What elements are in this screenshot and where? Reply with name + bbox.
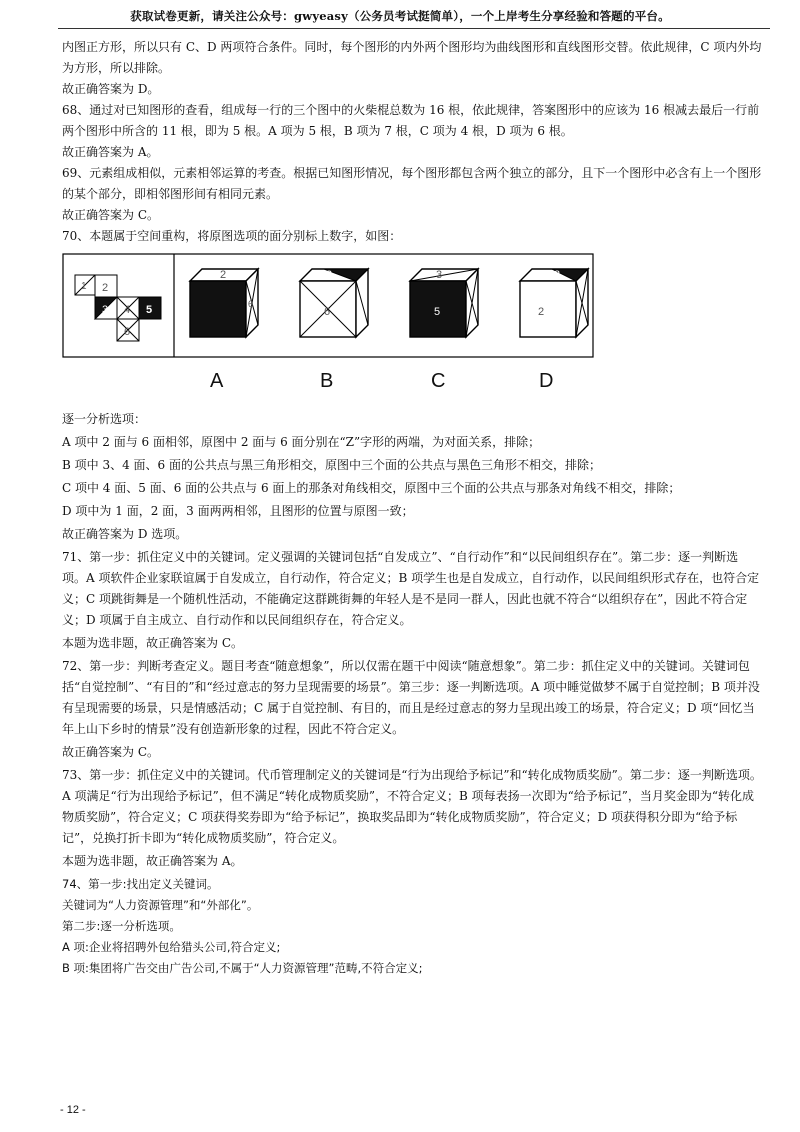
paragraph: B 项中 3、4 面、6 面的公共点与黑三角形相交，原图中三个面的公共点与黑色三角形不相交，排除； bbox=[62, 458, 601, 472]
paragraph: 70、本题属于空间重构，将原图选项的面分别标上数字，如图： bbox=[62, 229, 402, 243]
cube-figure-svg bbox=[62, 253, 622, 405]
cube-b-top: 3 bbox=[326, 269, 333, 281]
paragraph: 69、元素组成相似，元素相邻运算的考查。根据已知图形情况，每个图形都包含两个独立的部分，且下一个图形中必含有上一个图形的某个部分，即相邻图形间有相同元素。 bbox=[62, 166, 762, 201]
net-number-2: 2 bbox=[102, 282, 109, 294]
net-number-1: 1 bbox=[81, 281, 87, 292]
page-header: 获取试卷更新，请关注公众号：gwyeasy（公务员考试挺简单），一个上岸考生分享经验和答题的平台。 bbox=[130, 9, 670, 23]
paragraph: 本题为选非题，故正确答案为 C。 bbox=[62, 636, 243, 650]
paragraph: A 项中 2 面与 6 面相邻，原图中 2 面与 6 面分别在“Z”字形的两端，为对面关系，排除； bbox=[62, 435, 541, 449]
page-content bbox=[62, 37, 762, 979]
paragraph: 故正确答案为 D 选项。 bbox=[62, 527, 188, 541]
cube-a-top: 2 bbox=[220, 269, 227, 281]
paragraph: 73、第一步：抓住定义中的关键词。代币管理制定义的关键词是“行为出现给予标记”和“转化成物质奖励”。第二步：逐一判断选项。A 项满足“行为出现给予标记”，但不满足“转化成物质奖励”，不符合定义；B 项每表扬一次即为“给予标记”，当月奖金即为“转化成物质奖励”，符合定义；C 项获得奖券即为“给予标记”，换取奖品即为“转化成物质奖励”，符合定义；D 项获得积分即为“给予标记”，兑换打折卡即为“转化成物质奖励”，符合定义。 bbox=[62, 768, 762, 845]
net-number-3: 3 bbox=[102, 304, 109, 316]
paragraph: 故正确答案为 C。 bbox=[62, 745, 159, 759]
option-label-d: D bbox=[539, 370, 554, 392]
paragraph: 故正确答案为 D。 bbox=[62, 82, 160, 96]
paragraph: 本题为选非题，故正确答案为 A。 bbox=[62, 854, 243, 868]
cube-b bbox=[300, 269, 368, 337]
page-number: - 12 - bbox=[60, 1104, 86, 1116]
paragraph: 关键词为“人力资源管理”和“外部化”。 bbox=[62, 898, 259, 912]
net-number-6: 6 bbox=[124, 326, 131, 338]
paragraph: 71、第一步：抓住定义中的关键词。定义强调的关键词包括“自发成立”、“自行动作”和“以民间组织存在”。第二步：逐一判断选项。A 项软件企业家联谊属于自发成立，自行动作，符合定义；B 项学生也是自发成立，自行动作，以民间组织形式存在，也符合定义；C 项跳街舞是一个随机性活动，不能确定这群跳街舞的年轻人是不是同一群人，因此也就不符合“以组织存在”，因此不符合定义；D 项属于自主成立、自行动作和以民间组织存在，符合定义。 bbox=[62, 550, 760, 627]
paragraph: 74、第一步:找出定义关键词。 bbox=[62, 877, 219, 891]
paragraph: 内图正方形，所以只有 C、D 两项符合条件。同时，每个图形的内外两个图形均为曲线图形和直线图形交替。依此规律，C 项内外均为方形，所以排除。 bbox=[62, 40, 762, 75]
header-rule bbox=[58, 28, 770, 29]
cube-d-front: 2 bbox=[538, 306, 545, 318]
net-number-4: 4 bbox=[124, 304, 131, 316]
paragraph: 第二步:逐一分析选项。 bbox=[62, 919, 181, 933]
option-label-b: B bbox=[320, 370, 334, 392]
paragraph: C 项中 4 面、5 面、6 面的公共点与 6 面上的那条对角线相交，原图中三个面的公共点与那条对角线不相交，排除； bbox=[62, 481, 681, 495]
cube-a-side: 6 bbox=[248, 299, 254, 309]
paragraph: D 项中为 1 面，2 面，3 面两两相邻，且图形的位置与原图一致； bbox=[62, 504, 414, 518]
net-number-5: 5 bbox=[146, 304, 153, 316]
paragraph: 72、第一步：判断考查定义。题目考查“随意想象”，所以仅需在题干中阅读“随意想象”。第二步：抓住定义中的关键词。关键词包括“自觉控制”、“有目的”和“经过意志的努力呈现需要的场景”。第三步：逐一判断选项。A 项中睡觉做梦不属于自觉控制；B 项并没有呈现需要的场景，只是情感活动；C 属于自觉控制、有目的，而且是经过意志的努力呈现出竣工的场景，符合定义；D 项“回忆当年上山下乡时的情景”没有创造新形象的过程，因此不符合定义。 bbox=[62, 659, 760, 736]
cube-d-top: 3 bbox=[554, 269, 561, 281]
paragraph: B 项:集团将广告交由广告公司,不属于“人力资源管理”范畴,不符合定义; bbox=[62, 961, 423, 975]
paragraph: 故正确答案为 A。 bbox=[62, 145, 159, 159]
cube-figure bbox=[62, 253, 762, 405]
cube-c-front: 5 bbox=[434, 306, 441, 318]
option-label-c: C bbox=[431, 370, 446, 392]
cube-c-top: 3 bbox=[436, 269, 443, 281]
paragraph: A 项:企业将招聘外包给猎头公司,符合定义; bbox=[62, 940, 281, 954]
paragraph: 68、通过对已知图形的查看，组成每一行的三个图中的火柴棍总数为 16 根，依此规律，答案图形中的应该为 16 根减去最后一行前两个图形中所含的 11 根，即为 5 根。A 项为 5 根，B 项为 7 根，C 项为 4 根，D 项为 6 根。 bbox=[62, 103, 760, 138]
paragraph: 故正确答案为 C。 bbox=[62, 208, 159, 222]
paragraph: 逐一分析选项： bbox=[62, 412, 147, 426]
cube-c bbox=[410, 269, 478, 337]
option-label-a: A bbox=[210, 370, 224, 392]
cube-b-front: 6 bbox=[324, 306, 331, 318]
